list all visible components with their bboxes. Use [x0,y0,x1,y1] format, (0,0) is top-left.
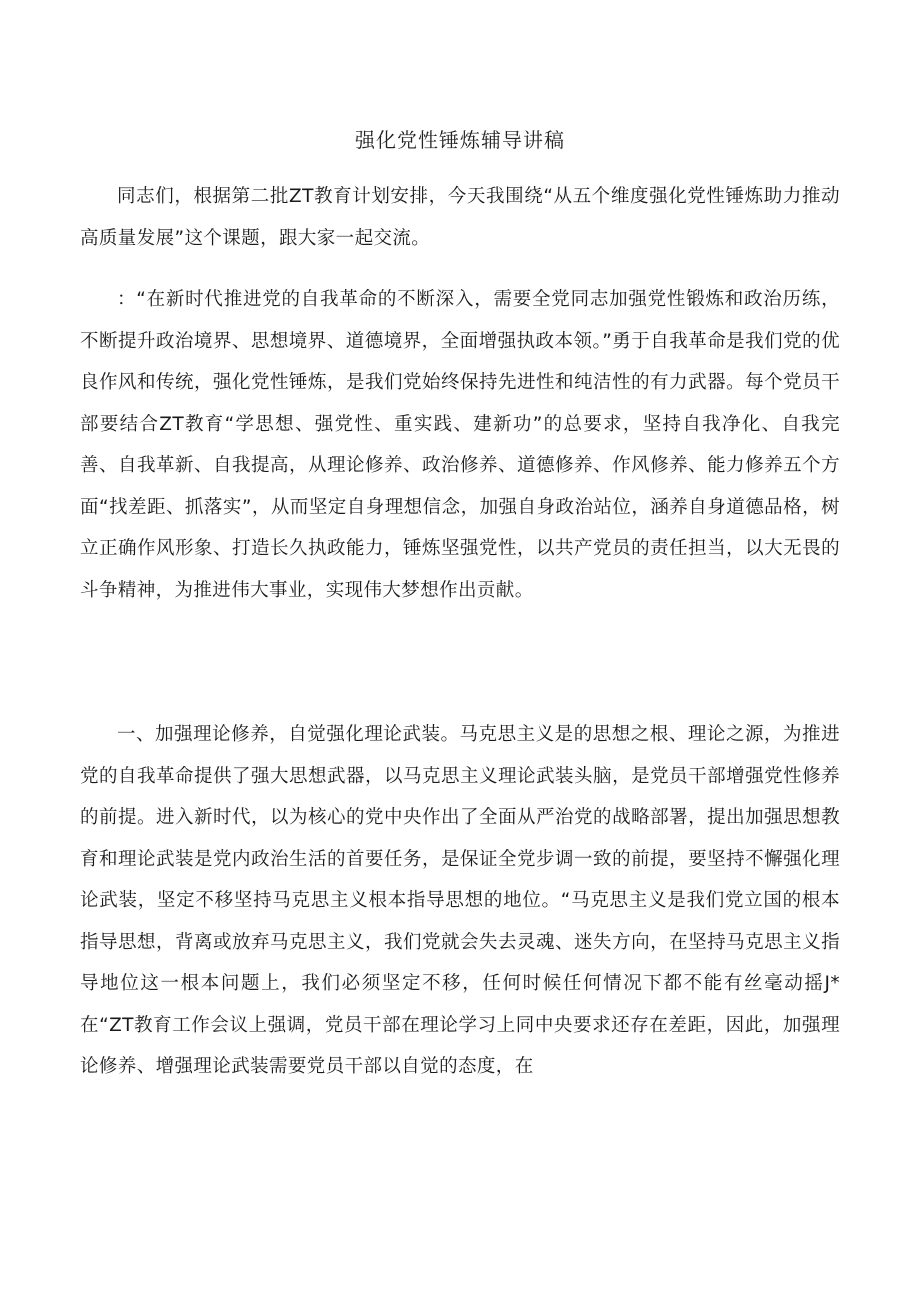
paragraph-section-one: 一、加强理论修养，自觉强化理论武装。马克思主义是的思想之根、理论之源，为推进党的自我革命提供了强大思想武器，以马克思主义理论武装头脑，是党员干部增强党性修养的前提。进入新时代，以为核心的党中央作出了全面从严治党的战略部署，提出加强思想教育和理论武装是党内政治生活的首要任务，是保证全党步调一致的前提，要坚持不懈强化理论武装，坚定不移坚持马克思主义根本指导思想的地位。“马克思主义是我们党立国的根本指导思想，背离或放弃马克思主义，我们党就会失去灵魂、迷失方向，在坚持马克思主义指导地位这一根本问题上，我们必须坚定不移，任何时候任何情况下都不能有丝毫动摇J*在“ZT教育工作会议上强调，党员干部在理论学习上同中央要求还存在差距，因此，加强理论修养、增强理论武装需要党员干部以自觉的态度，在 [80,724,840,1077]
document-title: 强化党性锤炼辅导讲稿 [355,128,565,152]
paragraph-quote: ：“在新时代推进党的自我革命的不断深入，需要全党同志加强党性锻炼和政治历练，不断提升政治境界、思想境界、道德境界，全面增强执政本领。”勇于自我革命是我们党的优良作风和传统，强化党性锤炼，是我们党始终保持先进性和纯洁性的有力武器。每个党员干部要结合ZT教育“学思想、强党性、重实践、建新功”的总要求，坚持自我净化、自我完善、自我革新、自我提高，从理论修养、政治修养、道德修养、作风修养、能力修养五个方面“找差距、抓落实”，从而坚定自身理想信念，加强自身政治站位，涵养自身道德品格，树立正确作风形象、打造长久执政能力，锤炼坚强党性，以共产党员的责任担当，以大无畏的斗争精神，为推进伟大事业，实现伟大梦想作出贡献。 [80,289,840,601]
paragraph-intro: 同志们，根据第二批ZT教育计划安排，今天我围绕“从五个维度强化党性锤炼助力推动高质量发展”这个课题，跟大家一起交流。 [80,186,840,249]
